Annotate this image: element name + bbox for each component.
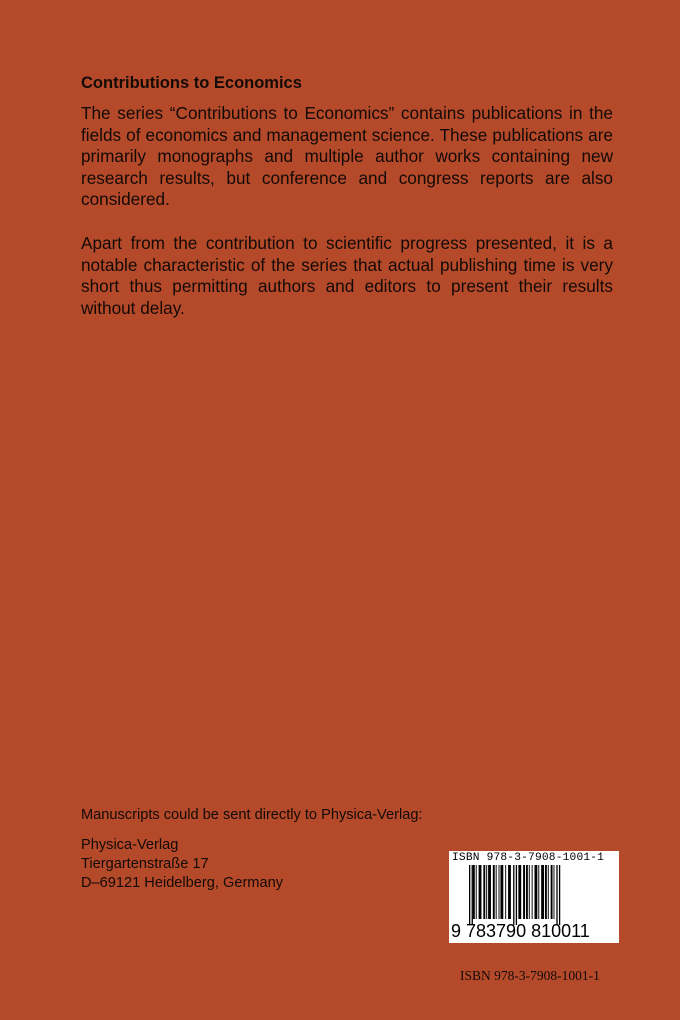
address-line-publisher: Physica-Verlag	[81, 837, 179, 853]
barcode-isbn-label: ISBN 978-3-7908-1001-1	[452, 852, 605, 864]
series-characteristic: Apart from the contribution to scientific progress presented, it is a notable characteristic of the series that actual publishing time is very short thus permitting authors and editors to present their results without delay.	[81, 233, 613, 318]
address-line-city: D–69121 Heidelberg, Germany	[81, 875, 283, 891]
barcode-digits: 9 783790 810011	[451, 921, 590, 941]
publisher-address	[81, 836, 283, 893]
address-line-street: Tiergartenstraße 17	[81, 856, 209, 872]
barcode-bars	[449, 865, 619, 925]
series-title: Contributions to Economics	[81, 74, 302, 92]
footer-isbn: ISBN 978-3-7908-1001-1	[460, 968, 600, 983]
barcode-box	[449, 851, 619, 943]
series-description: The series “Contributions to Economics” contains publications in the fields of economics and management science. These publications are primarily monographs and multiple author works containing new research results, but conference and congress reports are also considered.	[81, 103, 613, 210]
manuscripts-intro: Manuscripts could be sent directly to Physica-Verlag:	[81, 807, 423, 823]
